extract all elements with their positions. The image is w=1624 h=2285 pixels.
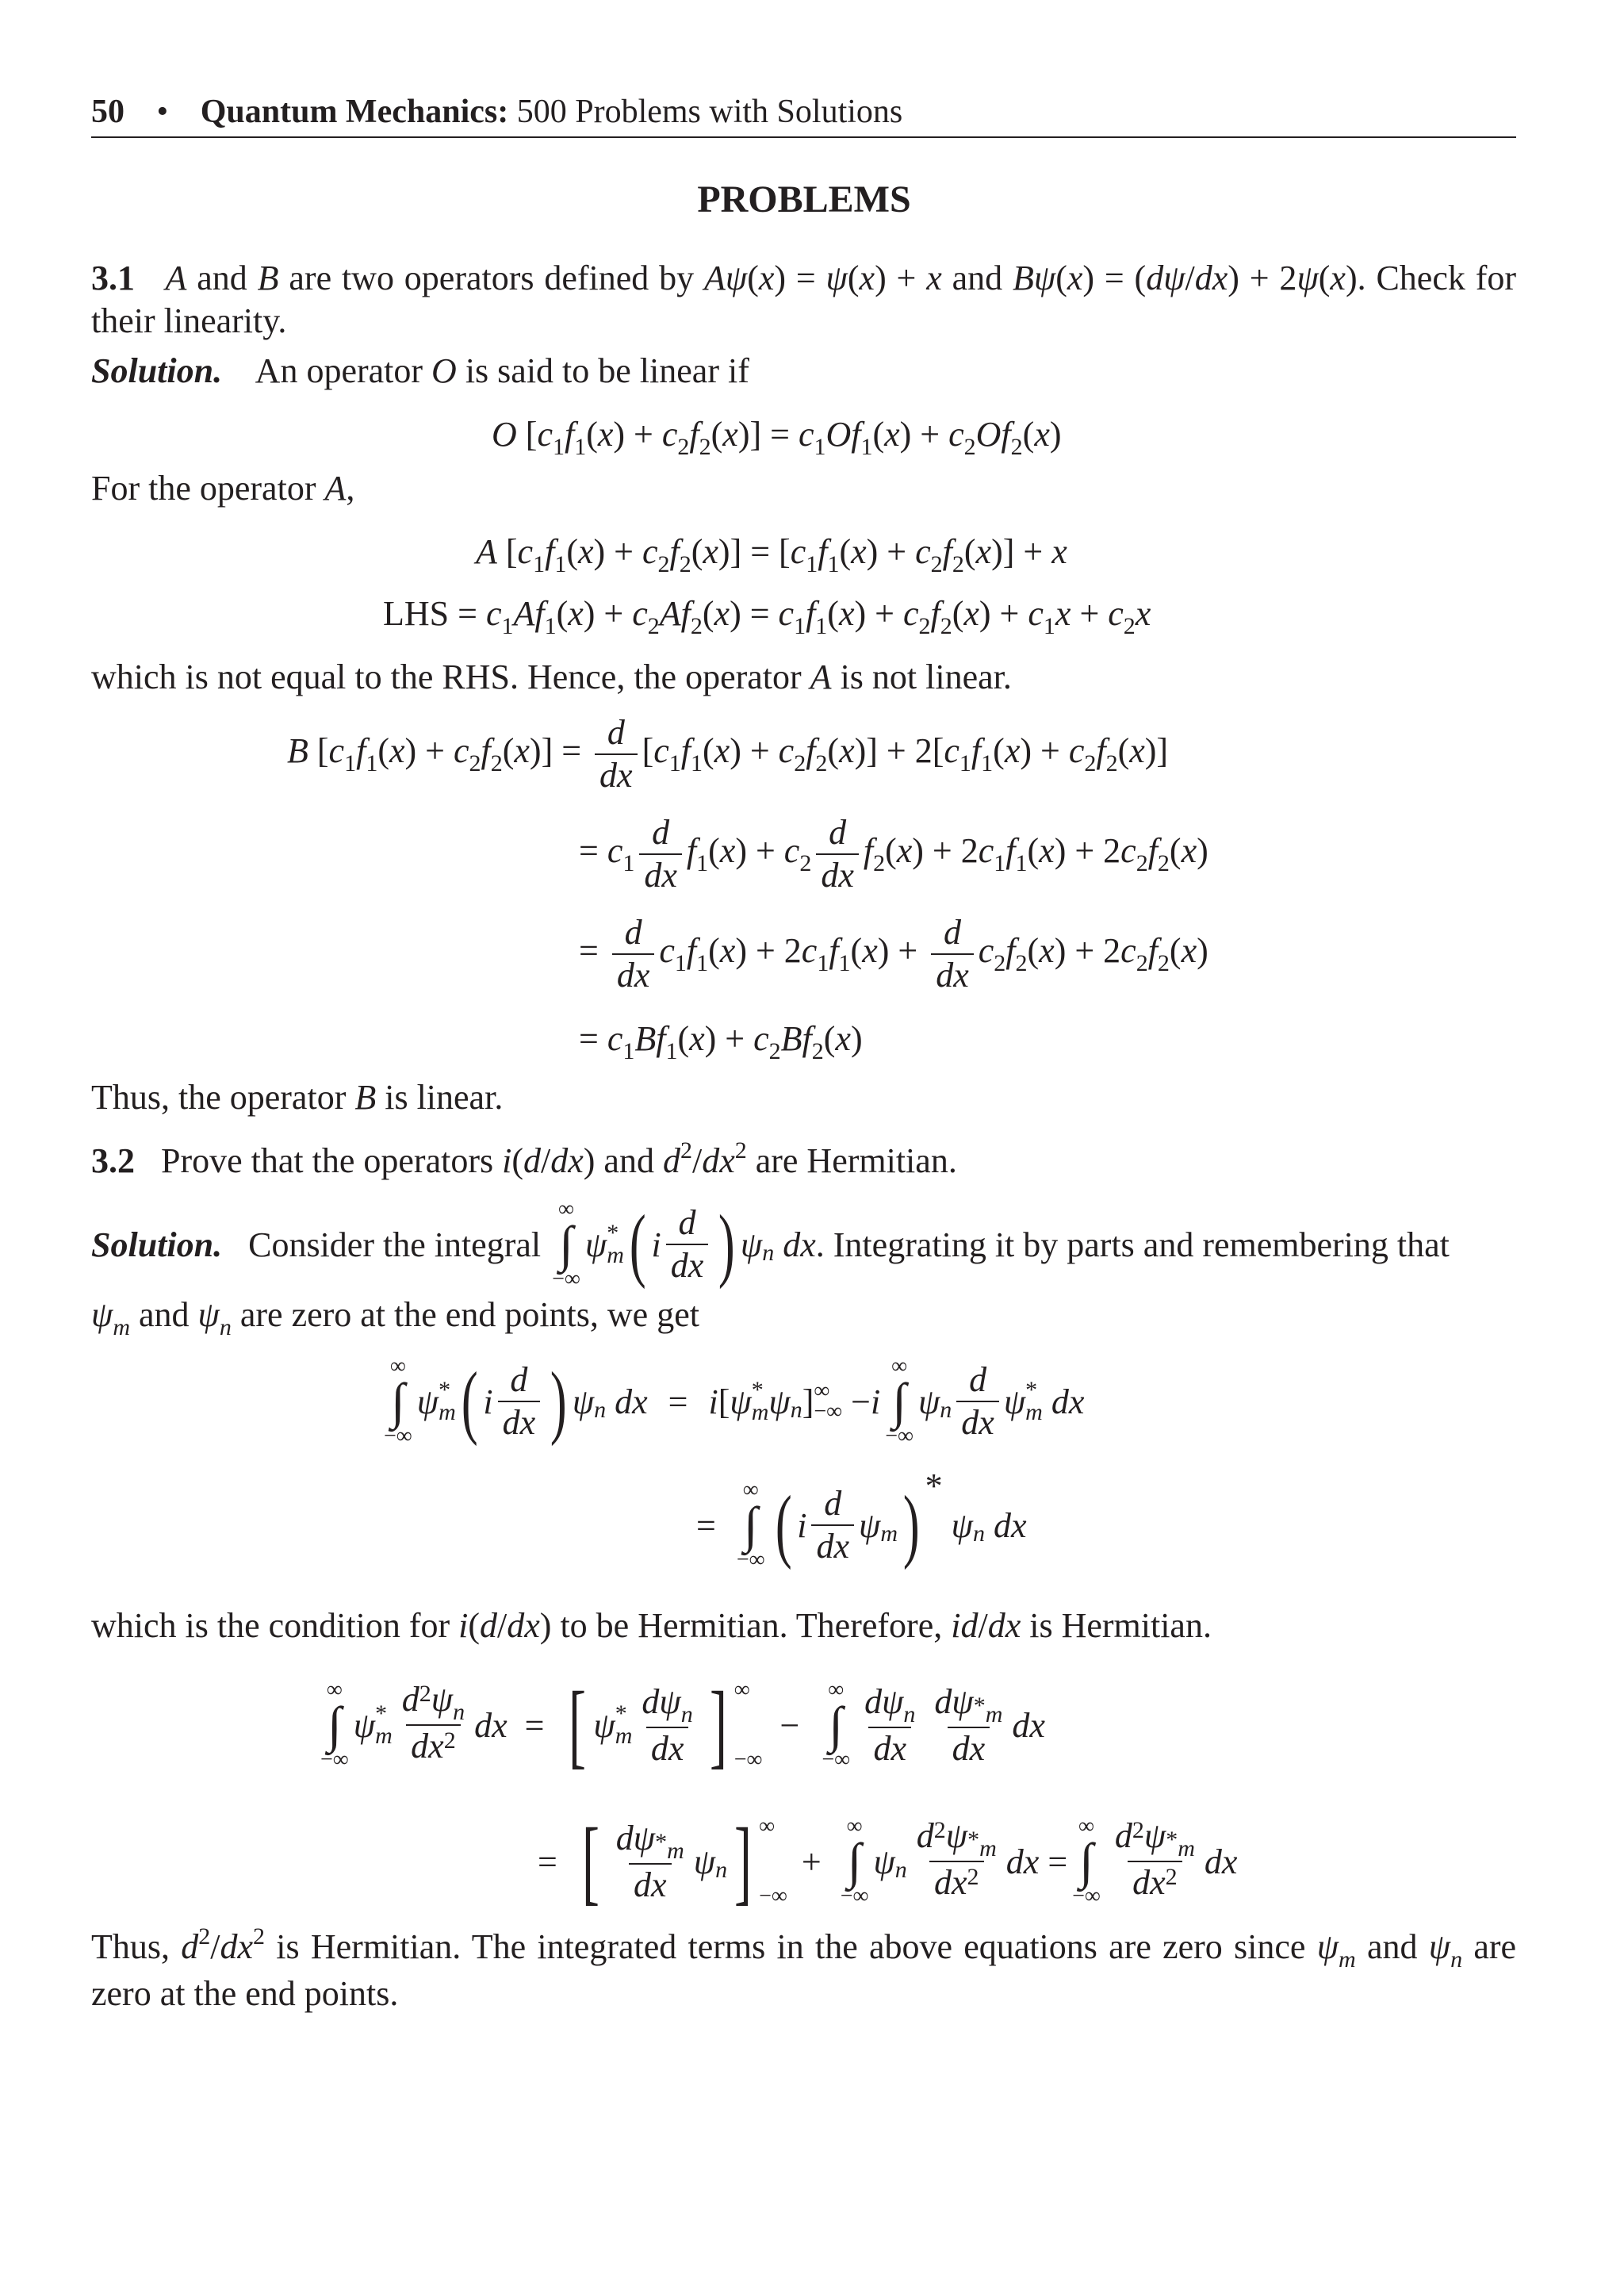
endpoints-text: are zero at the end points, we get <box>239 1295 699 1334</box>
equation-b-3: = $\frac{d}{dx}$ $c_1f_1(x) + 2c_1f_1(x)$ + $\frac{d}{dx}$ $c_2f_2(x) + 2c_2f_2(x)$ <box>579 913 1208 995</box>
running-header <box>91 91 902 133</box>
equation-h-3: ∞ ∫ −∞ ψ * m $\frac{d^2\psi_n}{dx^2}$ dx = [ ψ * m $\frac{d\psi_n}{dx}$ ] ∞ −∞ − ∞ ∫ −∞ $\frac{d\psi_n}{dx}$ $\frac{d\psi*_m}{dx}$ dx <box>320 1672 1045 1777</box>
b-is-linear: Thus, the operator B is linear. <box>91 1078 504 1117</box>
header-rule <box>91 136 1516 138</box>
is-linear-text: is linear. <box>385 1078 504 1117</box>
condition-statement: which is the condition for i(d/dx) to be Hermitian. Therefore, id/dx is Hermitian. <box>91 1606 1212 1645</box>
for-operator-a: For the operator A, <box>91 469 355 508</box>
statement-mid: and <box>603 1141 654 1180</box>
closing-text: is Hermitian. The integrated terms in the above equations are zero since <box>276 1927 1306 1966</box>
equation-h-1: ∞ ∫ −∞ ψ * m ( i $\frac{d}{dx}$ ) ψ n dx = i [ ψ * m ψ n ] ∞ −∞ − i ∞ ∫ −∞ ψ n $\frac{d}{dx}$ ψ * m dx <box>384 1354 1085 1448</box>
solution-label: Solution. <box>91 351 223 390</box>
problem-3-2-number: 3.2 <box>91 1141 135 1180</box>
for-operator-a-text: For the operator <box>91 469 316 508</box>
thus-b-text: Thus, the operator <box>91 1078 347 1117</box>
book-title: Quantum Mechanics: <box>200 94 509 130</box>
book-subtitle: 500 Problems with Solutions <box>516 94 903 130</box>
header-bullet: • <box>156 94 169 130</box>
is-hermitian-text: is Hermitian. <box>1029 1606 1212 1645</box>
condition-text: which is the condition for <box>91 1606 450 1645</box>
solution-label-2: Solution. <box>91 1225 223 1264</box>
linear-def-text: is said to be linear if <box>465 351 749 390</box>
consider-text: Consider the integral <box>248 1225 542 1264</box>
closing-paragraph: Thus, $d^2/dx^2$ is Hermitian. The integrated terms in the above equations are zero since $\psi_m$ and $\psi_n$ are zero at the end points. <box>91 1923 1517 2013</box>
solution-3-2-intro: Solution. Consider the integral ∞ ∫ −∞ ψ * m ( i $\frac{d}{dx}$ ) ψ n dx . Integrating it by parts and remembering that <box>91 1197 1450 1291</box>
not-linear-text: is not linear. <box>840 658 1012 696</box>
to-be-hermitian-text: to be Hermitian. Therefore, <box>560 1606 943 1645</box>
equation-b-2: = $c_1$ $\frac{d}{dx}$ $f_1(x) + c_2$ $\frac{d}{dx}$ $f_2(x) + 2c_1f_1(x) + 2c_2f_2(x)$ <box>579 813 1208 895</box>
equation-linear-definition: O $[c_1f_1(x) + c_2f_2(x)] = c_1Of_1(x) + c_2Of_2(x)$ <box>492 415 1062 460</box>
integrating-text: . Integrating it by parts and remembering that <box>815 1225 1450 1264</box>
problem-3-1-number: 3.1 <box>91 259 135 297</box>
endpoints-statement: $\psi_m$ and $\psi_n$ are zero at the end points, we get <box>91 1295 699 1340</box>
equation-h-2: = ∞ ∫ −∞ ( i $\frac{d}{dx}$ ψ m ) * ψ n dx <box>696 1466 1027 1572</box>
closing-are: are <box>1473 1927 1517 1966</box>
problem-3-1-statement-end: for their linearity. <box>91 259 1517 340</box>
section-title: PROBLEMS <box>697 178 911 220</box>
thus-text: Thus, <box>91 1927 170 1966</box>
problem-3-1-statement: 3.1 A and B are two operators defined by Aψ(x) = ψ(x) + x and Bψ(x) = (dψ/dx) + 2ψ(x). Check for their linearity. <box>91 259 1517 340</box>
closing-end: zero at the end points. <box>91 1974 399 2013</box>
statement-suffix: are Hermitian. <box>755 1141 957 1180</box>
page-number: 50 <box>91 94 124 130</box>
not-equal-statement: which is not equal to the RHS. Hence, the operator A is not linear. <box>91 658 1012 696</box>
not-equal-text: which is not equal to the RHS. Hence, the operator <box>91 658 802 696</box>
equation-h-4: = [ $\frac{d\psi*_m}{dx}$ ψ n ] ∞ −∞ + ∞ ∫ −∞ ψ n $\frac{d^2\psi*_m}{dx^2}$ dx = ∞ ∫ −∞ $\frac{d^2\psi*_m}{dx^2}$ dx <box>538 1808 1238 1914</box>
equation-a-1: A $[c_1f_1(x) + c_2f_2(x)] = [c_1f_1(x) + c_2f_2(x)] + x$ <box>476 532 1067 577</box>
equation-b-1: B $[c_1f_1(x) + c_2f_2(x)]$ = $\frac{d}{dx}$ $[c_1f_1(x) + c_2f_2(x)] + 2[c_1f_1(x) + c_2f_2(x)]$ <box>287 713 1169 795</box>
problem-3-2-statement: 3.2 Prove that the operators i(d/dx) and $d^2/dx^2$ are Hermitian. <box>91 1137 957 1180</box>
closing-and: and <box>1366 1927 1418 1966</box>
solution-3-1-text: An operator <box>255 351 423 390</box>
statement-prefix: Prove that the operators <box>161 1141 494 1180</box>
solution-3-1-intro: Solution. An operator O is said to be linear if <box>91 351 749 390</box>
equation-b-4: = $c_1Bf_1(x) + c_2Bf_2(x)$ <box>579 1019 863 1064</box>
equation-a-2: LHS = $c_1Af_1(x) + c_2Af_2(x) = c_1f_1(x) + c_2f_2(x) + c_1x + c_2x$ <box>383 594 1151 639</box>
